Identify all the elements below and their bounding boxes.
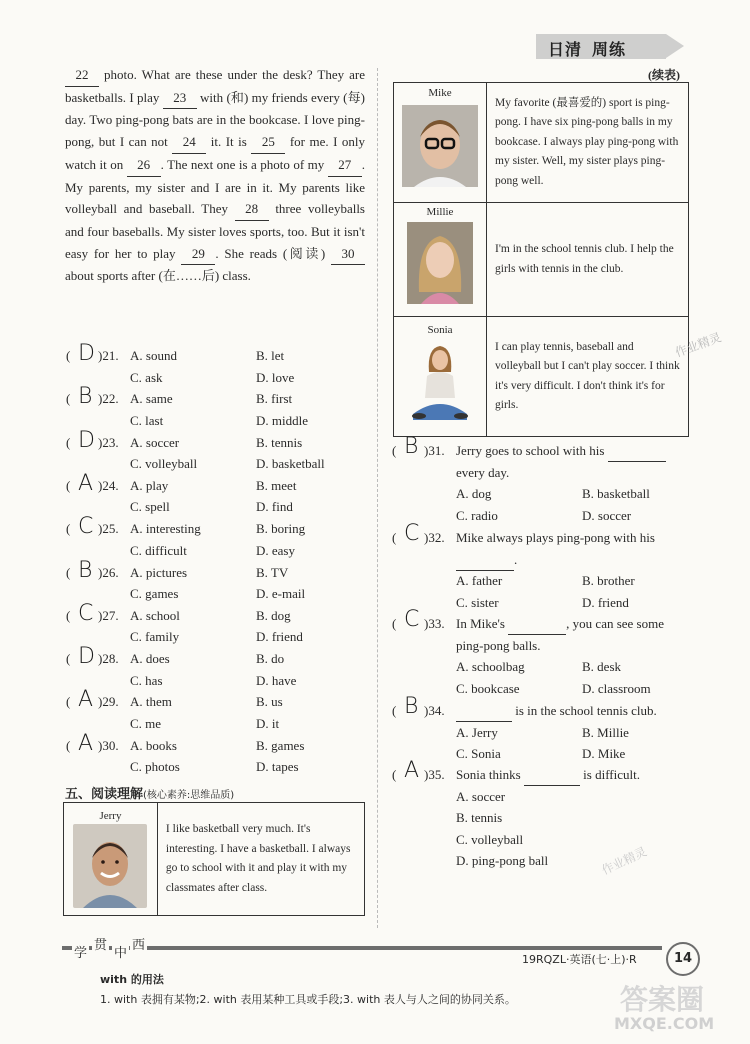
option-d: D. love bbox=[256, 369, 295, 385]
option-b: B. tennis bbox=[256, 434, 303, 450]
logo-char-3: 中 bbox=[112, 942, 129, 961]
handwritten-answer: A bbox=[78, 687, 94, 713]
passage-text: . The next one is a photo of my bbox=[160, 156, 328, 172]
qnum: 25 bbox=[102, 521, 116, 537]
passage-text: with (和) my friends every (每) day. Two ping-pong bats are in the bookcase. I love ping-pong, but I can not bbox=[65, 89, 365, 150]
option-c: C. photos bbox=[130, 759, 180, 775]
option-d: D. have bbox=[256, 672, 297, 688]
qnum: 26 bbox=[102, 564, 116, 580]
answer-blank bbox=[456, 700, 512, 722]
handwritten-answer: C bbox=[78, 600, 94, 626]
option-c: C. radio bbox=[456, 507, 498, 523]
page-number-text: 14 bbox=[673, 951, 693, 966]
option-a: A. them bbox=[130, 694, 172, 710]
question-number: )22. bbox=[98, 391, 119, 407]
header-tab-arrow bbox=[666, 34, 684, 58]
handwritten-answer: C bbox=[404, 521, 420, 546]
passage-text: . My parents, my sister and I are in it. My parents like volleyball and baseball. They bbox=[65, 156, 366, 217]
blank-7: 29 bbox=[181, 243, 215, 266]
option-d: D. soccer bbox=[582, 507, 632, 523]
section-note: (核心素养:思维品质) bbox=[143, 790, 235, 801]
option-c: C. family bbox=[130, 629, 180, 645]
question-paren-open: ( bbox=[66, 477, 71, 493]
option-d: D. ping-pong ball bbox=[456, 853, 549, 868]
answer-blank bbox=[508, 613, 566, 635]
option-a: A. books bbox=[130, 737, 177, 753]
question-stem-2 bbox=[456, 549, 517, 571]
handwritten-answer: B bbox=[78, 557, 93, 583]
option-c: C. has bbox=[130, 672, 163, 688]
blank-1: 23 bbox=[163, 87, 197, 110]
qnum: 33 bbox=[428, 616, 442, 631]
mike-photo bbox=[402, 105, 478, 187]
watermark-1: 作业精灵 bbox=[673, 330, 724, 360]
option-b: B. basketball bbox=[582, 486, 650, 501]
qnum: 22 bbox=[102, 391, 116, 407]
stem: Jerry goes to school with his bbox=[456, 443, 605, 458]
question-number: )35. bbox=[424, 767, 445, 782]
sonia-name: Sonia bbox=[427, 323, 453, 336]
qnum: 32 bbox=[428, 530, 442, 545]
option-b: B. games bbox=[256, 737, 305, 753]
option-b: B. brother bbox=[582, 573, 635, 588]
option-a: A. school bbox=[130, 607, 180, 623]
option-d: D. friend bbox=[256, 629, 303, 645]
handwritten-answer: D bbox=[78, 427, 95, 453]
handwritten-answer: C bbox=[404, 607, 420, 632]
option-a: A. Jerry bbox=[456, 724, 498, 740]
option-d: D. tapes bbox=[256, 759, 299, 775]
qnum: 30 bbox=[102, 737, 116, 753]
blank-5: 27 bbox=[328, 154, 362, 177]
option-a: A. interesting bbox=[130, 521, 201, 537]
millie-photo bbox=[407, 222, 473, 304]
question-paren-open: ( bbox=[392, 703, 397, 718]
option-c: C. bookcase bbox=[456, 680, 520, 696]
question-stem bbox=[456, 440, 666, 462]
option-b: B. meet bbox=[256, 477, 297, 493]
book-code: 19RQZL·英语(七·上)·R bbox=[522, 953, 637, 966]
sonia-text: I can play tennis, baseball and volleyball but I can't play soccer. I think it's very difficult. I don't think it's for girls. bbox=[487, 317, 689, 437]
option-b: B. let bbox=[256, 348, 285, 363]
option-b: B. us bbox=[256, 694, 283, 710]
qnum: 28 bbox=[102, 651, 116, 667]
mike-text: My favorite (最喜爱的) sport is ping-pong. I have six ping-pong balls in my bookcase. I always play ping-pong with my sister. Well, my sister plays ping-pong well. bbox=[487, 83, 689, 203]
option-c: C. volleyball bbox=[456, 831, 524, 847]
jerry-photo bbox=[73, 824, 147, 908]
answer-blank bbox=[524, 764, 580, 786]
option-b: B. Millie bbox=[582, 724, 629, 740]
passage-text: for me. I only watch it on bbox=[65, 134, 366, 172]
question-stem bbox=[456, 764, 640, 786]
continued-label: (续表) bbox=[648, 68, 680, 82]
question-number: )32. bbox=[424, 530, 445, 545]
tip-text: 1. with 表拥有某物;2. with 表用某种工具或手段;3. with 表人与人之间的协同关系。 bbox=[100, 993, 516, 1006]
profiles-table bbox=[393, 82, 689, 437]
option-b: B. boring bbox=[256, 521, 306, 537]
section-title-text: 五、阅读理解 bbox=[65, 787, 144, 802]
qnum: 24 bbox=[102, 477, 116, 493]
option-d: D. basketball bbox=[256, 456, 325, 472]
question-paren-open: ( bbox=[66, 694, 71, 710]
millie-cell bbox=[394, 203, 487, 317]
sonia-cell bbox=[394, 317, 487, 437]
column-divider bbox=[377, 68, 378, 928]
logo-char-2: 贯 bbox=[92, 934, 109, 953]
stem-b: , you can see some bbox=[566, 616, 665, 631]
question-paren-open: ( bbox=[66, 607, 71, 623]
question-paren-open: ( bbox=[392, 443, 397, 458]
option-b: B. do bbox=[256, 651, 285, 667]
option-c: C. sister bbox=[456, 594, 499, 610]
handwritten-answer: D bbox=[78, 341, 95, 366]
stem: Sonia thinks bbox=[456, 767, 521, 782]
option-a: A. father bbox=[456, 573, 503, 588]
millie-name: Millie bbox=[426, 205, 454, 218]
blank-3: 25 bbox=[251, 131, 285, 154]
option-a: A. does bbox=[130, 651, 170, 667]
stem: In Mike's bbox=[456, 616, 505, 631]
qnum: 27 bbox=[102, 607, 116, 623]
blank-8: 30 bbox=[331, 243, 365, 266]
question-paren-open: ( bbox=[392, 767, 397, 782]
stem-b: is in the school tennis club. bbox=[515, 703, 657, 718]
question-number: )31. bbox=[424, 443, 445, 458]
option-a: A. play bbox=[130, 477, 169, 493]
answer-blank bbox=[456, 549, 514, 571]
option-b: B. tennis bbox=[456, 810, 503, 825]
watermark-4: MXQE.COM bbox=[614, 1014, 715, 1033]
question-number: )27. bbox=[98, 607, 119, 623]
question-paren-open: ( bbox=[66, 348, 71, 363]
question-number: )25. bbox=[98, 521, 119, 537]
question-number: )30. bbox=[98, 737, 119, 753]
question-number: )29. bbox=[98, 694, 119, 710]
stem-b: is difficult. bbox=[583, 767, 640, 782]
option-a: A. soccer bbox=[456, 788, 506, 804]
handwritten-answer: A bbox=[404, 758, 420, 783]
qnum: 29 bbox=[102, 694, 116, 710]
qnum: 35 bbox=[428, 767, 442, 782]
watermark-3: 答案圈 bbox=[620, 983, 705, 1016]
page-number bbox=[666, 942, 700, 976]
question-paren-open: ( bbox=[66, 434, 71, 450]
option-c: C. spell bbox=[130, 499, 170, 515]
option-a: A. dog bbox=[456, 486, 492, 501]
cloze-passage bbox=[65, 64, 365, 287]
option-c: C. last bbox=[130, 412, 164, 428]
option-c: C. games bbox=[130, 586, 179, 601]
option-b: B. TV bbox=[256, 564, 289, 580]
millie-text: I'm in the school tennis club. I help the girls with tennis in the club. bbox=[487, 203, 689, 317]
question-paren-open: ( bbox=[66, 651, 71, 667]
question-number: )21. bbox=[98, 348, 119, 363]
handwritten-answer: D bbox=[78, 644, 95, 670]
option-a: A. pictures bbox=[130, 564, 188, 580]
mike-cell bbox=[394, 83, 487, 203]
question-stem-2: ping-pong balls. bbox=[456, 637, 541, 653]
option-c: C. ask bbox=[130, 369, 163, 385]
question-stem bbox=[456, 613, 664, 635]
footer-band bbox=[62, 946, 662, 950]
option-a: A. same bbox=[130, 391, 173, 407]
option-d: D. classroom bbox=[582, 680, 651, 696]
option-d: D. it bbox=[256, 715, 280, 731]
jerry-table bbox=[63, 802, 365, 916]
passage-text: photo. What are these under the desk? They are basketballs. I play bbox=[65, 67, 365, 105]
question-number: )34. bbox=[424, 703, 445, 718]
stem-end: . bbox=[514, 551, 518, 567]
logo-char-4: 西 bbox=[130, 934, 147, 953]
mike-name: Mike bbox=[428, 86, 452, 99]
question-paren-open: ( bbox=[66, 391, 71, 407]
handwritten-answer: B bbox=[78, 384, 93, 410]
question-paren-open: ( bbox=[392, 616, 397, 631]
handwritten-answer: B bbox=[404, 434, 419, 459]
option-a: A. schoolbag bbox=[456, 659, 525, 674]
qnum: 21 bbox=[102, 348, 116, 363]
watermark-2: 作业精灵 bbox=[599, 844, 649, 878]
question-stem bbox=[456, 700, 657, 722]
option-c: C. Sonia bbox=[456, 746, 501, 761]
blank-6: 28 bbox=[235, 198, 269, 221]
jerry-name: Jerry bbox=[99, 810, 122, 822]
question-number: )26. bbox=[98, 564, 119, 580]
blank-0: 22 bbox=[65, 64, 99, 87]
option-c: C. me bbox=[130, 715, 162, 731]
tip-title: with 的用法 bbox=[100, 973, 164, 986]
qnum: 31 bbox=[428, 443, 442, 458]
handwritten-answer: B bbox=[404, 694, 419, 719]
option-c: C. difficult bbox=[130, 542, 187, 558]
answer-blank bbox=[608, 440, 666, 462]
option-c: C. volleyball bbox=[130, 456, 198, 472]
option-d: D. Mike bbox=[582, 746, 626, 761]
qnum: 23 bbox=[102, 434, 116, 450]
question-paren-open: ( bbox=[392, 530, 397, 545]
header-title: 日清 周练 bbox=[548, 42, 627, 59]
question-number: )24. bbox=[98, 477, 119, 493]
section-title bbox=[65, 783, 234, 802]
question-paren-open: ( bbox=[66, 737, 71, 753]
option-b: B. first bbox=[256, 391, 293, 407]
question-number: )33. bbox=[424, 616, 445, 631]
question-paren-open: ( bbox=[66, 521, 71, 537]
blank-4: 26 bbox=[127, 154, 161, 177]
option-b: B. desk bbox=[582, 659, 621, 674]
option-d: D. friend bbox=[582, 594, 629, 610]
option-d: D. e-mail bbox=[256, 586, 306, 601]
handwritten-answer: C bbox=[78, 514, 94, 540]
passage-text: it. It is bbox=[206, 134, 252, 150]
blank-2: 24 bbox=[172, 131, 206, 154]
option-d: D. find bbox=[256, 499, 293, 515]
handwritten-answer: A bbox=[78, 730, 94, 756]
option-b: B. dog bbox=[256, 607, 291, 623]
jerry-text: I like basketball very much. It's interesting. I have a basketball. I always go to school with it and play it with my classmates after class. bbox=[157, 803, 364, 916]
logo-char-1: 学 bbox=[72, 942, 89, 961]
question-stem-2: every day. bbox=[456, 464, 510, 480]
question-stem: Mike always plays ping-pong with his bbox=[456, 530, 655, 545]
passage-text: about sports after (在……后) class. bbox=[65, 268, 251, 284]
question-number: )28. bbox=[98, 651, 119, 667]
footer-logo bbox=[70, 936, 150, 958]
sonia-photo bbox=[405, 338, 475, 422]
option-d: D. middle bbox=[256, 412, 308, 428]
option-a: A. sound bbox=[130, 348, 177, 363]
passage-text: three volleyballs and four baseballs. My sister loves sports, too. But it isn't easy for her to play bbox=[65, 201, 365, 261]
question-number: )23. bbox=[98, 434, 119, 450]
jerry-cell bbox=[64, 803, 158, 916]
handwritten-answer: A bbox=[78, 470, 94, 496]
qnum: 34 bbox=[428, 703, 442, 718]
question-paren-open: ( bbox=[66, 564, 71, 580]
option-d: D. easy bbox=[256, 542, 295, 558]
option-a: A. soccer bbox=[130, 434, 180, 450]
passage-text: . She reads (阅读) bbox=[215, 245, 331, 261]
